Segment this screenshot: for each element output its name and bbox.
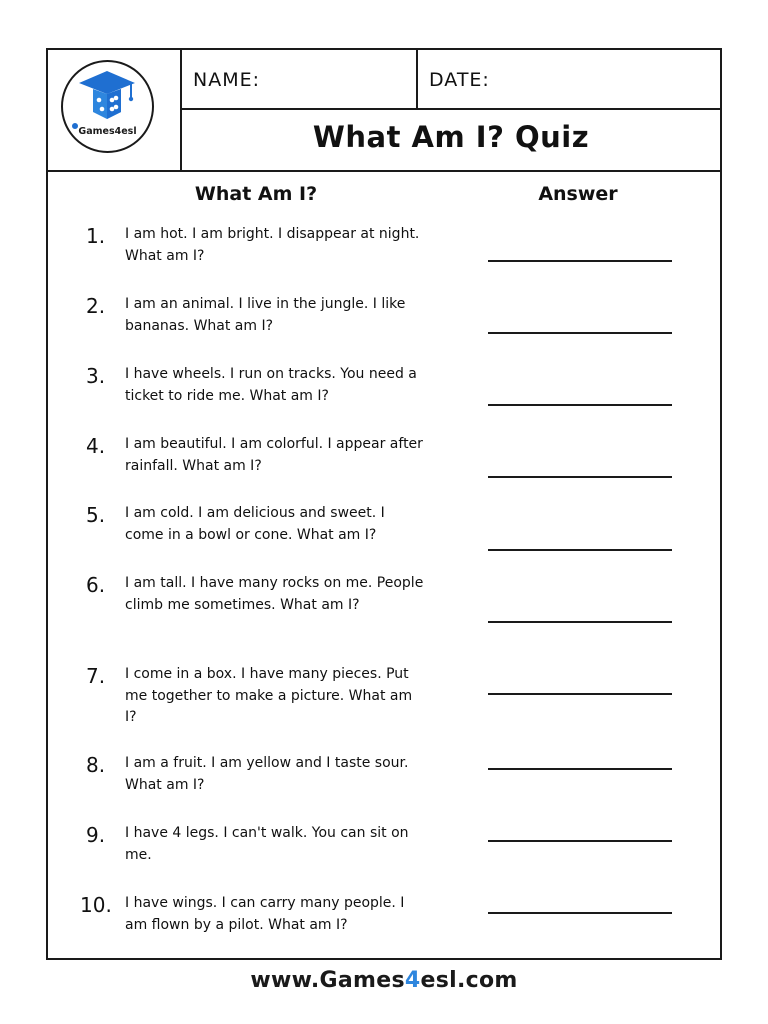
question-number: 6.: [86, 573, 106, 597]
answer-line[interactable]: [488, 840, 672, 842]
question-text: I am tall. I have many rocks on me. People climb me sometimes. What am I?: [125, 575, 424, 613]
name-label: NAME:: [193, 69, 261, 91]
question-item: [48, 893, 720, 963]
question-number: 4.: [86, 434, 106, 458]
question-item: [48, 364, 720, 434]
date-field[interactable]: [418, 50, 720, 110]
answer-line[interactable]: [488, 549, 672, 551]
question-number: 9.: [86, 823, 106, 847]
answer-line[interactable]: [488, 476, 672, 478]
question-item: [48, 503, 720, 573]
answer-line[interactable]: [488, 768, 672, 770]
question-number: 10.: [80, 893, 112, 917]
question-item: [48, 753, 720, 823]
logo-text: Games4esl: [78, 126, 137, 137]
answer-line[interactable]: [488, 693, 672, 695]
logo-cell: [48, 50, 182, 170]
question-number: 7.: [86, 664, 106, 688]
question-text: I am beautiful. I am colorful. I appear after rainfall. What am I?: [125, 436, 423, 474]
question-text: I am hot. I am bright. I disappear at night. What am I?: [125, 226, 420, 264]
question-number: 1.: [86, 224, 106, 248]
question-number: 8.: [86, 753, 106, 777]
answer-column-heading: Answer: [538, 183, 618, 205]
page-title: What Am I? Quiz: [312, 120, 590, 154]
question-text: I have wings. I can carry many people. I am flown by a pilot. What am I?: [125, 895, 405, 933]
footer-url[interactable]: [0, 968, 768, 993]
header-divider: [48, 170, 720, 172]
question-item: [48, 224, 720, 294]
question-text: I am an animal. I live in the jungle. I like bananas. What am I?: [125, 296, 406, 334]
question-item: [48, 664, 720, 734]
date-label: DATE:: [429, 69, 490, 91]
question-text: I am a fruit. I am yellow and I taste sour. What am I?: [125, 755, 409, 793]
title-cell: [182, 110, 720, 170]
answer-line[interactable]: [488, 912, 672, 914]
question-number: 2.: [86, 294, 106, 318]
question-number: 3.: [86, 364, 106, 388]
footer-url-prefix: www.Games: [250, 968, 405, 993]
footer-url-suffix: esl.com: [420, 968, 518, 993]
answer-line[interactable]: [488, 332, 672, 334]
answer-line[interactable]: [488, 260, 672, 262]
worksheet: [46, 48, 722, 960]
question-text: I have wheels. I run on tracks. You need a ticket to ride me. What am I?: [125, 366, 417, 404]
question-item: [48, 434, 720, 504]
question-number: 5.: [86, 503, 106, 527]
footer-url-accent: 4: [404, 968, 421, 993]
question-text: I have 4 legs. I can't walk. You can sit on me.: [125, 825, 409, 863]
question-text: I come in a box. I have many pieces. Put me together to make a picture. What am I?: [125, 666, 413, 725]
graduation-cap-dice-icon: [63, 62, 152, 151]
games4esl-logo: [61, 60, 154, 153]
answer-line[interactable]: [488, 621, 672, 623]
question-item: [48, 823, 720, 893]
question-item: [48, 573, 720, 643]
question-column-heading: What Am I?: [194, 183, 318, 205]
name-field[interactable]: [182, 50, 418, 110]
question-text: I am cold. I am delicious and sweet. I come in a bowl or cone. What am I?: [125, 505, 385, 543]
question-item: [48, 294, 720, 364]
answer-line[interactable]: [488, 404, 672, 406]
